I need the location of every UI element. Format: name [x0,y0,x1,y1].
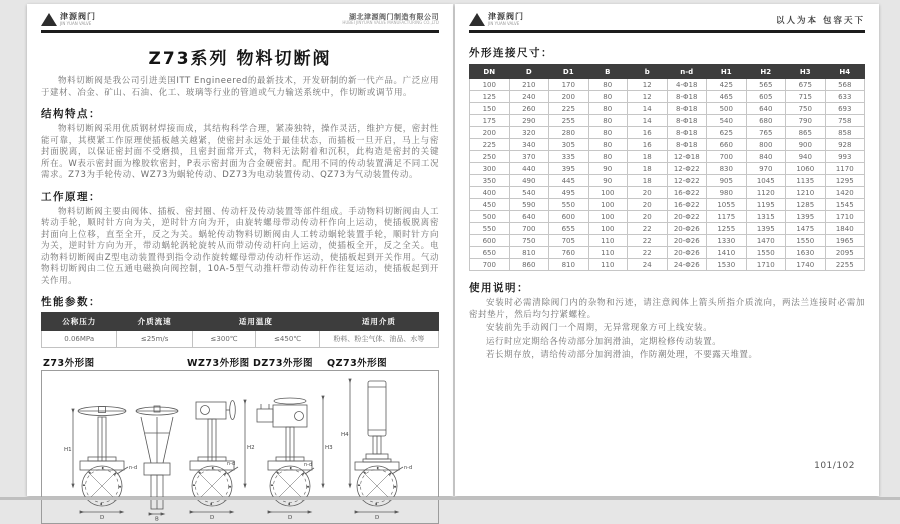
dimension-cell: 495 [549,187,589,199]
dimension-cell: 110 [588,259,628,271]
dimension-cell: 750 [786,103,826,115]
dimension-cell: 905 [707,175,747,187]
performance-table-body [42,331,439,348]
company-name-en: HUBEI JINYUAN VALVE MANUFACTURING CO.,LTD [342,20,439,26]
usage-list [469,298,865,362]
company-name: 湖北津源阀门制造有限公司 [349,13,439,21]
dimension-cell: 340 [509,139,549,151]
dim-label-b: B [155,516,159,522]
valve-drawing-z73-side [136,406,178,521]
dimension-cell: 540 [509,187,549,199]
intro-paragraph: 物料切断阀是我公司引进美国ITT Engineered的最新技术，开发研制的新一代产品。广泛应用于建材、冶金、矿山、石油、化工、玻璃等行业的管道或气力输送系统中，作切断或调节用。 [41,76,439,98]
dimension-cell: 20-Φ26 [667,223,707,235]
dimension-col-header: b [628,65,668,79]
dimension-cell: 210 [509,79,549,91]
dimension-cell: 110 [588,247,628,259]
dimension-cell: 80 [588,91,628,103]
performance-table [41,312,439,348]
dim-label-h3: H3 [325,445,333,452]
right-page [455,4,879,496]
dimension-row [470,235,865,247]
dimension-cell: 2255 [825,259,865,271]
dimension-cell: 1965 [825,235,865,247]
dimension-cell: 900 [786,139,826,151]
dimension-cell: 300 [470,163,510,175]
principle-heading: 工作原理： [41,190,101,203]
dimension-cell: 633 [825,91,865,103]
dimension-cell: 625 [707,127,747,139]
dimension-row [470,175,865,187]
dimension-cell: 1395 [746,223,786,235]
dimension-col-header: n-d [667,65,707,79]
dimension-cell: 100 [588,211,628,223]
dimension-cell: 858 [825,127,865,139]
dimension-cell: 370 [509,151,549,163]
dimension-cell: 425 [707,79,747,91]
dimension-cell: 800 [746,139,786,151]
brand-name-en: JIN YUAN VALVE [488,21,520,26]
dimension-cell: 16-Φ22 [667,199,707,211]
company-slogan: 以人为本 包容天下 [776,15,865,26]
dimension-cell: 830 [707,163,747,175]
dimension-cell: 840 [746,151,786,163]
performance-header-row [42,313,439,331]
dimension-row [470,163,865,175]
principle-paragraph: 物料切断阀主要由阀体、插板、密封圈、传动杆及传动装置等部件组成。手动物料切断阀由人工转动手轮，顺时针方向为关，逆时针方向为开，由旋转螺母带动传动杆作向上运动，使插板脱离密封面向上位移，直至全开，反之为关。蜗轮传动物料切断阀由人工转动蜗轮装置手轮，顺时针方向为关，逆时针方向为开，带动蜗轮涡轮旋转从而带动传动杆向上运动，使插板全开，反之全关。电动物料切断阀由Z型电动装置得到指令动作旋转螺母带动传动杆作运动，使插板起到开关作用。气动物料切断阀由二位五通电磁换向阀控制，10A-5型气动推杆带动传动杆作往复运动，使插板起到开关作用。 [41,206,439,286]
dimension-row [470,151,865,163]
dimension-cell: 100 [588,199,628,211]
dimension-cell: 600 [549,211,589,223]
dimension-cell: 565 [746,79,786,91]
dimension-cell: 605 [746,91,786,103]
mountain-triangle-icon [41,13,57,26]
perf-value-temp1: ≤300℃ [192,331,256,348]
dimension-cell: 100 [588,187,628,199]
perf-value-temp2: ≤450℃ [256,331,320,348]
dimension-cell: 640 [509,211,549,223]
dimension-cell: 655 [549,223,589,235]
dimension-cell: 705 [549,235,589,247]
dimension-cell: 445 [549,175,589,187]
dimension-cell: 18 [628,163,668,175]
dimension-cell: 1840 [825,223,865,235]
dimension-cell: 255 [549,115,589,127]
slogan-block [776,16,865,26]
dimension-cell: 928 [825,139,865,151]
dimension-cell: 305 [549,139,589,151]
dimension-cell: 700 [470,259,510,271]
dimension-cell: 16-Φ22 [667,187,707,199]
dimension-cell: 18 [628,175,668,187]
dimension-cell: 225 [549,103,589,115]
dimension-row [470,211,865,223]
dimension-cell: 450 [470,199,510,211]
dimension-cell: 22 [628,247,668,259]
structure-heading: 结构特点： [41,108,101,121]
dimension-cell: 1740 [786,259,826,271]
dimension-cell: 240 [509,91,549,103]
dimension-cell: 1475 [786,223,826,235]
dimension-cell: 350 [470,175,510,187]
dimension-row [470,103,865,115]
drawing-label-z73: Z73外形图 [43,358,95,370]
brand-name-en: JIN YUAN VALVE [60,21,92,27]
dimension-cell: 170 [549,79,589,91]
mountain-triangle-icon [469,13,485,26]
dimension-cell: 80 [588,127,628,139]
usage-item: 安装时必需清除阀门内的杂物和污迹，请注意阀体上箭头所指介质流向，两法兰连接时必需加密封垫片，然后均匀拧紧螺栓。 [469,298,865,320]
dimension-row [470,187,865,199]
perf-col-velocity: 介质流速 [117,313,192,331]
dimension-cell: 20-Φ26 [667,235,707,247]
dimension-cell: 200 [470,127,510,139]
dimension-table-head [470,65,865,79]
dimension-cell: 490 [509,175,549,187]
dimension-cell: 80 [588,151,628,163]
left-page-header [41,13,439,33]
dimension-cell: 250 [470,151,510,163]
dimension-col-header: D [509,65,549,79]
dim-label-nd4: n-d [404,465,413,472]
dimension-cell: 335 [549,151,589,163]
brand-name: 津源阀门 [60,12,96,22]
dimension-cell: 1175 [707,211,747,223]
dimension-cell: 12 [628,79,668,91]
dimension-cell: 260 [509,103,549,115]
dimension-cell: 1210 [786,187,826,199]
dimension-cell: 12 [628,91,668,103]
drawing-label-wz73: WZ73外形图 [187,358,250,370]
dimension-row [470,115,865,127]
dimension-cell: 90 [588,163,628,175]
dimension-cell: 993 [825,151,865,163]
perf-col-pressure: 公称压力 [42,313,117,331]
dimension-cell: 550 [549,199,589,211]
drawing-label-dz73: DZ73外形图 [253,358,313,370]
usage-heading: 使用说明： [469,282,529,294]
dimension-cell: 14 [628,115,668,127]
dimension-cell: 1710 [825,211,865,223]
dimension-cell: 600 [470,235,510,247]
dimension-cell: 18 [628,151,668,163]
perf-value-medium: 粉料、粉尘气体、油品、水等 [319,331,438,348]
performance-table-head [42,313,439,331]
dim-label-h2: H2 [247,445,255,452]
dimension-cell: 860 [509,259,549,271]
dimension-cell: 20 [628,199,668,211]
drawing-labels [41,355,439,368]
dimension-cell: 8-Φ18 [667,115,707,127]
dimension-row [470,259,865,271]
dimension-cell: 693 [825,103,865,115]
outline-drawings-box [41,370,439,524]
dimension-cell: 660 [707,139,747,151]
dimension-cell: 4-Φ18 [667,79,707,91]
dimension-cell: 200 [549,91,589,103]
right-page-header [469,13,865,33]
dimension-cell: 175 [470,115,510,127]
left-page-content [27,4,453,522]
dimension-row [470,223,865,235]
dimension-cell: 1330 [707,235,747,247]
dimension-cell: 90 [588,175,628,187]
dimension-cell: 320 [509,127,549,139]
dimension-row [470,91,865,103]
dimension-cell: 22 [628,223,668,235]
perf-value-pressure: 0.06MPa [42,331,117,348]
dimension-col-header: H1 [707,65,747,79]
dimension-header-row [470,65,865,79]
dimension-cell: 440 [509,163,549,175]
dimension-cell: 540 [707,115,747,127]
dimension-cell: 16 [628,127,668,139]
dimension-table-body [470,79,865,271]
dimension-cell: 1550 [746,247,786,259]
dimension-cell: 700 [707,151,747,163]
dimension-cell: 1285 [786,199,826,211]
dimension-cell: 16 [628,139,668,151]
dimension-cell: 125 [470,91,510,103]
dimension-cell: 1135 [786,175,826,187]
dim-label-nd1: n-d [129,465,138,472]
dimension-cell: 1710 [746,259,786,271]
dimension-cell: 1530 [707,259,747,271]
dimension-cell: 1195 [746,199,786,211]
page-number: 101/102 [814,461,855,471]
dimension-cell: 1550 [786,235,826,247]
dimension-cell: 550 [470,223,510,235]
dimension-cell: 1170 [825,163,865,175]
dimension-row [470,199,865,211]
page-title: Z73系列 物料切断阀 [148,49,332,70]
dimension-cell: 12-Φ22 [667,163,707,175]
dimension-cell: 20 [628,211,668,223]
dimension-cell: 465 [707,91,747,103]
usage-item: 运行时应定期给各传动部分加润滑油，定期检修传动装置。 [486,336,722,347]
dimension-cell: 8-Φ18 [667,91,707,103]
perf-col-temperature: 适用温度 [192,313,319,331]
dimension-row [470,79,865,91]
dimension-table [469,64,865,271]
dimension-cell: 500 [470,211,510,223]
valve-drawing-wz73 [190,401,255,522]
dimension-cell: 700 [509,223,549,235]
dim-label-d1: D [100,515,105,522]
dimension-cell: 80 [588,115,628,127]
performance-heading: 性能参数： [41,296,101,309]
performance-data-row [42,331,439,348]
dim-label-nd3: n-d [304,462,313,469]
dimension-cell: 400 [470,187,510,199]
dimension-cell: 1045 [746,175,786,187]
brand-name: 津源阀门 [488,12,524,21]
dimension-cell: 590 [509,199,549,211]
dimension-cell: 20-Φ22 [667,211,707,223]
dimension-cell: 1255 [707,223,747,235]
perf-col-medium: 适用介质 [319,313,438,331]
dimension-cell: 1420 [825,187,865,199]
dimension-cell: 100 [588,223,628,235]
dimension-cell: 568 [825,79,865,91]
dimension-row [470,247,865,259]
dimension-cell: 750 [509,235,549,247]
dimension-cell: 8-Φ18 [667,127,707,139]
dimension-cell: 640 [746,103,786,115]
perf-value-velocity: ≤25m/s [117,331,192,348]
company-block [342,13,439,26]
dimension-cell: 790 [786,115,826,127]
dimension-cell: 1120 [746,187,786,199]
dimension-cell: 940 [786,151,826,163]
dim-label-d2: D [210,515,215,522]
dimension-col-header: H2 [746,65,786,79]
dimension-cell: 2095 [825,247,865,259]
brand-logo [469,13,524,26]
dimension-cell: 20 [628,187,668,199]
dimension-cell: 150 [470,103,510,115]
brand-logo [41,13,96,26]
valve-drawing-dz73 [257,398,333,521]
dim-label-nd2: n-d [227,461,236,468]
brand-logo-text [60,13,96,26]
valve-drawing-z73-front [64,407,137,522]
dimension-row [470,127,865,139]
dimension-cell: 675 [786,79,826,91]
dim-label-d3: D [288,515,293,522]
dimension-cell: 24 [628,259,668,271]
dimension-cell: 24-Φ26 [667,259,707,271]
left-page [27,4,453,522]
dimension-cell: 500 [707,103,747,115]
drawing-label-qz73: QZ73外形图 [327,358,388,370]
dimension-cell: 1060 [786,163,826,175]
dimension-cell: 80 [588,139,628,151]
dimension-cell: 810 [549,259,589,271]
dimension-col-header: B [588,65,628,79]
dimension-cell: 1295 [825,175,865,187]
structure-paragraph: 物料切断阀采用优质钢材焊接而成，其结构科学合理，紧凑独特，操作灵活，维护方便，密封性能可靠，其楔紧工作原理使插板越关越紧，使密封永远处于最佳状态，而插板一旦开启，马上与密封面脱离，以保证密封面不受磨损，且密封面常开式，物料无法附着和沉积，此构造是密封的关键所在。W表示密封面为橡胶软密封，P表示密封面为合金硬密封。配用不同的传动装置满足不同工况需求。Z73为手轮传动、WZ73为蜗轮传动、DZ73为电动装置传动、QZ73为气动装置传动。 [41,124,439,181]
dimension-cell: 12-Φ22 [667,175,707,187]
dimension-cell: 1315 [746,211,786,223]
dimensions-heading: 外形连接尺寸： [469,47,553,59]
dimension-cell: 395 [549,163,589,175]
dim-label-h4: H4 [341,432,349,439]
dimension-cell: 970 [746,163,786,175]
dimension-cell: 1410 [707,247,747,259]
dimension-cell: 865 [786,127,826,139]
dimension-row [470,139,865,151]
dimension-cell: 758 [825,115,865,127]
dimension-cell: 14 [628,103,668,115]
dimension-cell: 8-Φ18 [667,139,707,151]
usage-item: 安装前先手动阀门一个周期，无异常现象方可上线安装。 [486,323,713,333]
dimension-cell: 810 [509,247,549,259]
dimension-col-header: H4 [825,65,865,79]
dimension-cell: 280 [549,127,589,139]
dim-label-d4: D [375,515,380,522]
dimension-cell: 22 [628,235,668,247]
dimension-cell: 1055 [707,199,747,211]
brand-logo-text [488,13,524,26]
dimension-cell: 290 [509,115,549,127]
dimension-cell: 100 [470,79,510,91]
dimension-cell: 980 [707,187,747,199]
dimension-cell: 1630 [786,247,826,259]
right-page-content [455,4,879,487]
dimension-cell: 765 [746,127,786,139]
dimension-cell: 80 [588,79,628,91]
dimension-cell: 650 [470,247,510,259]
dimension-cell: 680 [746,115,786,127]
dimension-cell: 110 [588,235,628,247]
dimension-cell: 715 [786,91,826,103]
dimension-col-header: H3 [786,65,826,79]
dimension-col-header: D1 [549,65,589,79]
valve-drawing-qz73 [341,381,412,521]
dimension-cell: 1470 [746,235,786,247]
dim-label-h1: H1 [64,447,72,454]
dimension-cell: 760 [549,247,589,259]
dimension-cell: 12-Φ18 [667,151,707,163]
dimension-cell: 20-Φ26 [667,247,707,259]
dimension-cell: 1545 [825,199,865,211]
dimension-cell: 1395 [786,211,826,223]
dimension-col-header: DN [470,65,510,79]
dimension-cell: 80 [588,103,628,115]
dimension-cell: 225 [470,139,510,151]
dimension-cell: 8-Φ18 [667,103,707,115]
usage-item: 若长期存放，请给传动部分加润滑油，作防潮处理，不要露天堆置。 [486,350,758,360]
